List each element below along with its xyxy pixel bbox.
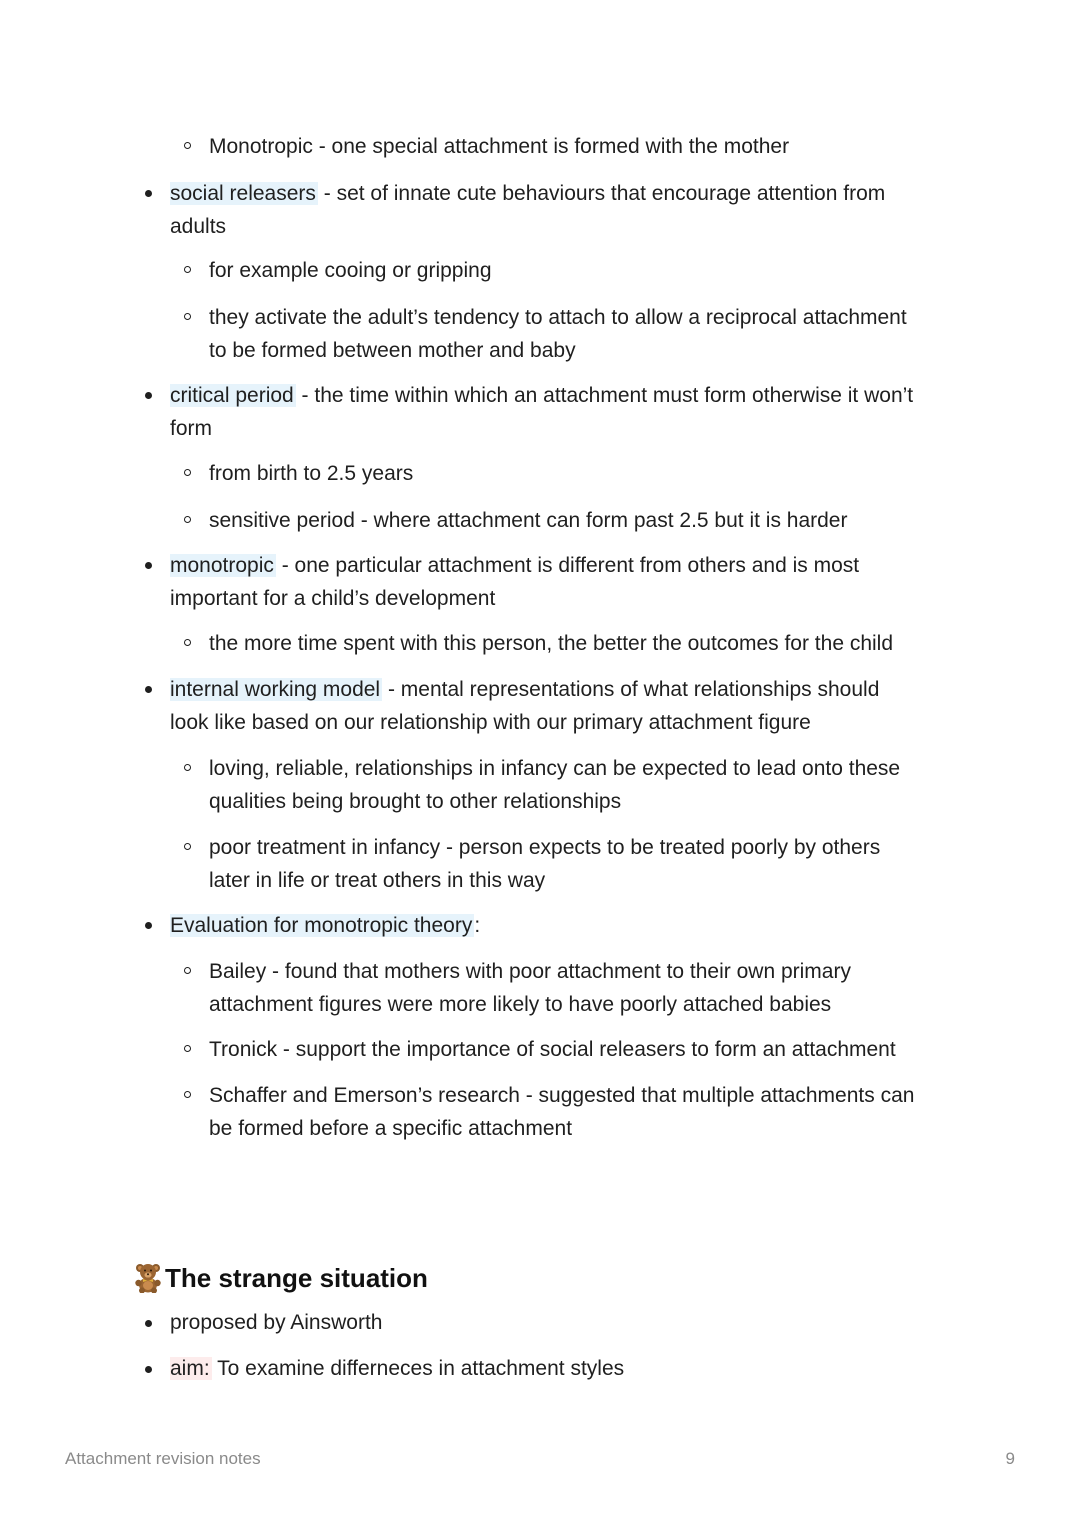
bullet-marker — [145, 562, 152, 569]
list-item-text-continued: qualities being brought to other relationships — [209, 790, 622, 813]
list-item-text-continued: later in life or treat others in this way — [209, 869, 546, 892]
page-number: 9 — [1005, 1449, 1015, 1468]
list-item-text-continued: attachment figures were more likely to have poorly attached babies — [209, 993, 832, 1016]
list-item-text: sensitive period - where attachment can form past 2.5 but it is harder — [209, 509, 848, 532]
list-item-text: poor treatment in infancy - person expects to be treated poorly by others — [209, 836, 881, 859]
list-item — [209, 752, 900, 818]
sub-bullet-marker — [184, 967, 191, 974]
list-item — [170, 673, 879, 739]
sub-bullet-marker — [184, 516, 191, 523]
highlighted-term: critical period — [170, 384, 294, 407]
list-item-text-continued: be formed before a specific attachment — [209, 1117, 573, 1140]
bullet-marker — [145, 686, 152, 693]
list-item-text: Bailey - found that mothers with poor attachment to their own primary — [209, 960, 851, 983]
list-item-text-continued: to be formed between mother and baby — [209, 339, 576, 362]
list-item-text: loving, reliable, relationships in infancy can be expected to lead onto these — [209, 757, 901, 780]
list-item — [170, 379, 913, 445]
list-item-text: - set of innate cute behaviours that encourage attention from — [317, 182, 886, 205]
list-item-text: : — [474, 914, 481, 937]
list-item-text: for example cooing or gripping — [209, 259, 492, 282]
highlighted-term: social releasers — [170, 182, 316, 205]
sub-bullet-marker — [184, 639, 191, 646]
list-item — [209, 1033, 896, 1066]
list-item — [209, 301, 907, 367]
sub-bullet-marker — [184, 1045, 191, 1052]
sub-bullet-marker — [184, 266, 191, 273]
list-item — [209, 955, 851, 1021]
list-item — [209, 254, 492, 287]
bullet-marker — [145, 1320, 152, 1327]
list-item-text: proposed by Ainsworth — [170, 1311, 383, 1334]
list-item-text: they activate the adult’s tendency to attach to allow a reciprocal attachment — [209, 306, 907, 329]
sub-bullet-marker — [184, 142, 191, 149]
highlighted-term: aim: — [170, 1357, 210, 1380]
footer-title: Attachment revision notes — [65, 1449, 261, 1468]
sub-bullet-marker — [184, 764, 191, 771]
section-heading — [165, 1261, 428, 1295]
list-item — [209, 130, 789, 163]
bullet-marker — [145, 190, 152, 197]
list-item — [209, 504, 847, 537]
sub-bullet-marker — [184, 313, 191, 320]
list-item — [170, 1352, 624, 1385]
list-item — [170, 1306, 382, 1339]
section-title: The strange situation — [165, 1263, 428, 1293]
list-item — [209, 627, 893, 660]
highlighted-term: monotropic — [170, 554, 274, 577]
list-item-text-continued: form — [170, 417, 212, 440]
list-item — [170, 549, 859, 615]
list-item — [170, 909, 480, 942]
teddy-bear-icon — [132, 1261, 164, 1293]
list-item-text-continued: adults — [170, 215, 227, 238]
sub-bullet-marker — [184, 843, 191, 850]
list-item-text: Monotropic - one special attachment is formed with the mother — [209, 135, 790, 158]
list-item-text: Tronick - support the importance of social releasers to form an attachment — [209, 1038, 896, 1061]
list-item-text: To examine differneces in attachment styles — [211, 1357, 625, 1380]
bullet-marker — [145, 922, 152, 929]
list-item-text: - the time within which an attachment must form otherwise it won’t — [295, 384, 914, 407]
list-item-text: from birth to 2.5 years — [209, 462, 414, 485]
list-item-text-continued: important for a child’s development — [170, 587, 496, 610]
list-item-text: - one particular attachment is different from others and is most — [275, 554, 860, 577]
bullet-marker — [145, 392, 152, 399]
list-item — [209, 457, 413, 490]
sub-bullet-marker — [184, 469, 191, 476]
highlighted-term: internal working model — [170, 678, 381, 701]
list-item-text: Schaffer and Emerson’s research - suggested that multiple attachments can — [209, 1084, 915, 1107]
list-item — [209, 831, 880, 897]
list-item-text: the more time spent with this person, the better the outcomes for the child — [209, 632, 894, 655]
highlighted-term: Evaluation for monotropic theory — [170, 914, 473, 937]
list-item-text: - mental representations of what relationships should — [382, 678, 880, 701]
list-item — [170, 177, 885, 243]
bullet-marker — [145, 1366, 152, 1373]
list-item — [209, 1079, 914, 1145]
list-item-text-continued: look like based on our relationship with our primary attachment figure — [170, 711, 811, 734]
sub-bullet-marker — [184, 1091, 191, 1098]
